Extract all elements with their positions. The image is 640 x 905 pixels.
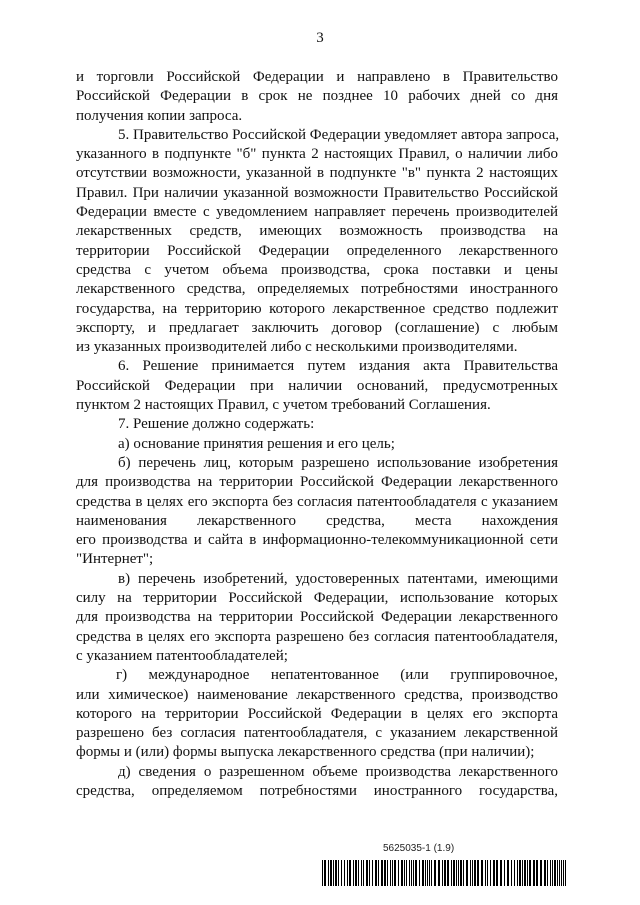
text-line: 5. Правительство Российской Федерации уведомляет автора запроса, (118, 126, 560, 143)
text-line: лекарственного средства, определяемых потребностями иностранного (76, 281, 558, 298)
text-line: "Интернет"; (76, 551, 154, 568)
text-line: д) сведения о разрешенном объеме производства лекарственного (118, 763, 558, 780)
text-line: лекарственных средств, имеющих возможность производства на (76, 223, 558, 240)
text-line: а) основание принятия решения и его цель; (118, 435, 395, 452)
text-line: территории Российской Федерации определенного лекарственного (76, 242, 558, 259)
text-line: Российской Федерации в срок не позднее 10 рабочих дней со дня (76, 88, 558, 105)
text-line: государства, на территорию которого лекарственное средство подлежит (76, 300, 558, 317)
text-line: наименования лекарственного средства, места нахождения (76, 512, 558, 529)
text-line: 7. Решение должно содержать: (118, 416, 315, 433)
text-line: его производства и сайта в информационно-телекоммуникационной сети (76, 532, 558, 549)
document-code: 5625035-1 (1.9) (383, 843, 455, 854)
text-line: силу на территории Российской Федерации, использование которых (76, 590, 558, 607)
text-line: средства с учетом объема производства, срока поставки и цены (76, 261, 558, 278)
text-line: указанного в подпункте "б" пункта 2 настоящих Правил, о наличии либо (76, 146, 558, 163)
text-line: или химическое) наименование лекарственного средства, производство (76, 686, 558, 703)
text-line: б) перечень лиц, которым разрешено использование изобретения (118, 454, 558, 471)
text-line: пунктом 2 настоящих Правил, с учетом требований Соглашения. (76, 397, 491, 414)
text-line: Правил. При наличии указанной возможности Правительство Российской (76, 184, 558, 201)
text-line: экспорту, и предлагает заключить договор (соглашение) с любым (76, 319, 558, 336)
text-line: для производства на территории Российской Федерации лекарственного (76, 609, 558, 626)
document-body (76, 68, 558, 801)
text-line: в) перечень изобретений, удостоверенных патентами, имеющими (118, 570, 558, 587)
text-line: Российской Федерации при наличии оснований, предусмотренных (76, 377, 558, 394)
text-line: которого на территории Российской Федерации в целях его экспорта (76, 705, 558, 722)
text-line: с указанием патентообладателей; (76, 647, 288, 664)
text-line: для производства на территории Российской Федерации лекарственного (76, 474, 558, 491)
text-line: формы и (или) формы выпуска лекарственного средства (при наличии); (76, 744, 535, 761)
text-line: получения копии запроса. (76, 107, 243, 124)
text-line: средства в целях его экспорта разрешено без согласия патентообладателя, (76, 628, 558, 645)
text-line: г) международное непатентованное (или группировочное, (116, 667, 558, 684)
text-line: из указанных производителей либо с несколькими производителями. (76, 339, 518, 356)
text-line: 6. Решение принимается путем издания акта Правительства (118, 358, 558, 375)
text-line: и торговли Российской Федерации и направлено в Правительство (76, 69, 558, 85)
text-line: средства в целях его экспорта без согласия патентообладателя с указанием (76, 493, 558, 510)
text-line: средства, определяемом потребностями иностранного государства, (76, 782, 558, 799)
barcode-image (322, 860, 568, 886)
page-number: 3 (316, 30, 324, 46)
text-line: Федерации вместе с уведомлением направляет перечень производителей (76, 204, 558, 221)
text-line: отсутствии возможности, указанной в подпункте "в" пункта 2 настоящих (76, 165, 558, 182)
text-line: разрешено без согласия патентообладателя, с указанием лекарственной (76, 725, 558, 742)
